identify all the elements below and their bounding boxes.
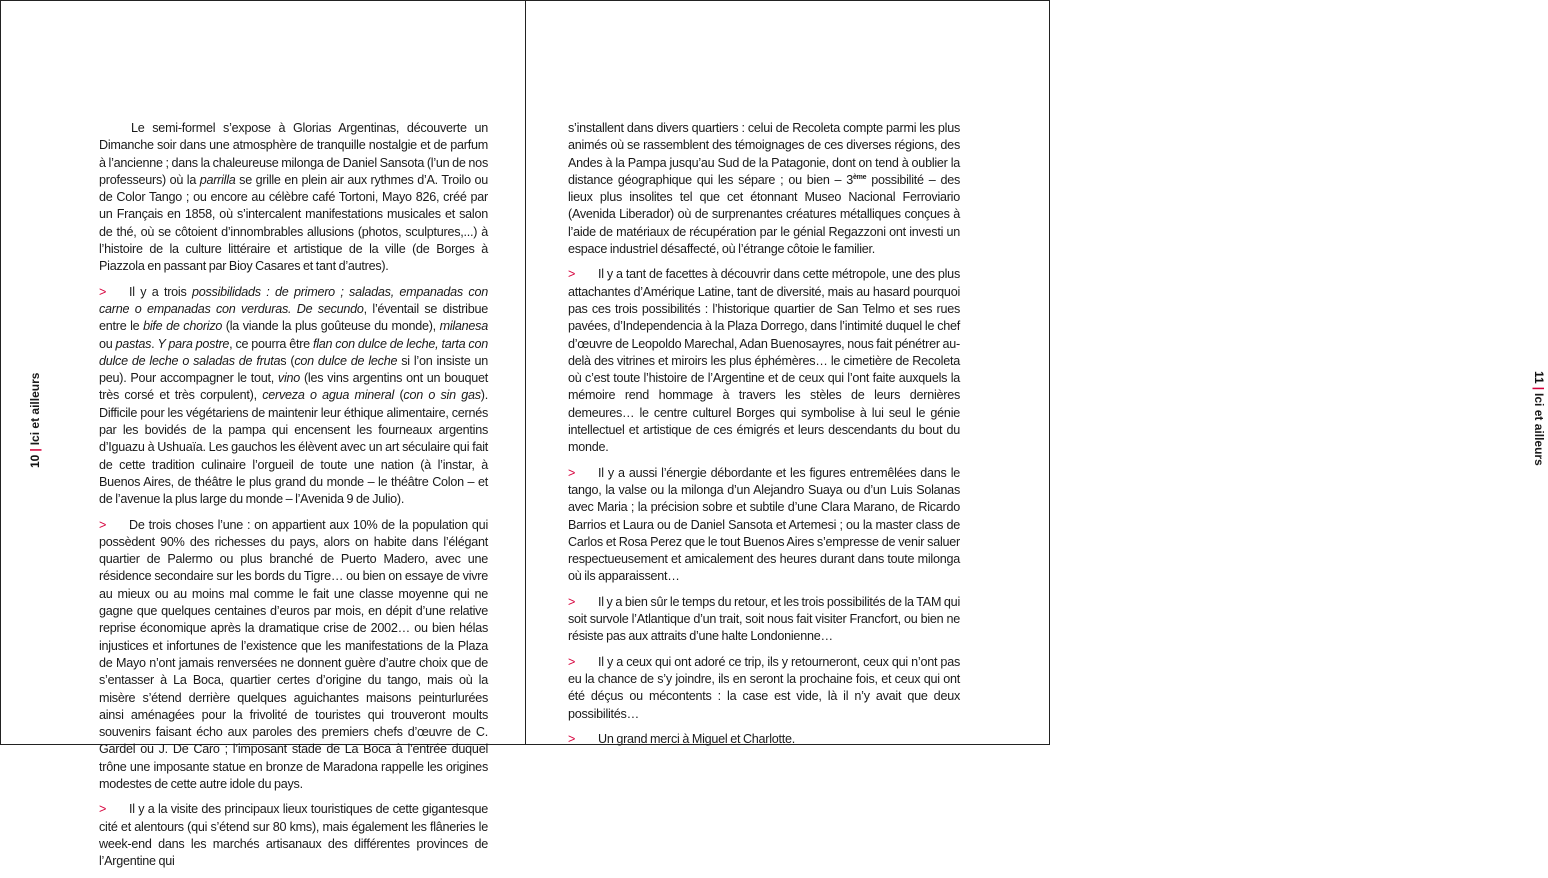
italic-text: Y para postre	[157, 336, 230, 351]
paragraph-marker	[99, 801, 129, 818]
left-text-column	[99, 120, 488, 878]
page-number-right: 11	[1532, 371, 1546, 384]
italic-text: flan con dulce de leche, tarta con dulce de leche o saladas de fruta	[99, 336, 488, 368]
marker-glyph: >	[568, 465, 576, 480]
marker-glyph: >	[568, 654, 576, 669]
running-title-left: Ici et ailleurs	[28, 372, 42, 446]
text: Il y a bien sûr le temps du retour, et les trois possibilités de la TAM qui soit survole l’Atlantique d’un trait, soit nous fait visiter Francfort, ou bien ne résiste pas aux attraits d’une halte Londonienne…	[568, 594, 960, 644]
text: si l’on insiste un peu). Pour accompagner le tout,	[99, 353, 488, 386]
paragraph-4	[568, 594, 960, 646]
italic-text: con o sin gas	[403, 388, 481, 403]
text: .	[151, 336, 158, 351]
marker-glyph: >	[99, 284, 107, 299]
text: Il y a tant de facettes à découvrir dans cette métropole, une des plus attachantes d’Amérique Latine, tant de diversité, mais au hasard pourquoi pas ces trois possibilités : l’historique quartier de San Telmo et ses rues pavées, d’Independencia à la Plaza Dorrego, dans l’intimité duquel le chef d’œuvre de Leopoldo Marechal, Adan Buenosayres, nous fait pénétrer au-delà des vitrines et miroirs les plus éphémères… le cimetière de Recoleta où c’est toute l’histoire de l’Argentine et de ceux qui l’ont faite auxquels la mémoire rend hommage à travers les stèles de leurs dernières demeures… le centre culturel Borges qui symbolise à lui seul le génie intellectuel et artistique de ces émigrés et leurs descendants du bout du monde.	[568, 267, 960, 455]
page-number-left: 10	[28, 454, 42, 468]
italic-text: cerveza o agua mineral	[262, 388, 395, 403]
italic-text: parrilla	[199, 172, 236, 187]
paragraph-marker	[568, 654, 598, 671]
marker-glyph: >	[568, 267, 576, 282]
paragraph-marker	[99, 517, 129, 534]
text: s (	[280, 353, 295, 368]
text: De trois choses l’une : on appartient aux 10% de la population qui possèdent 90% des richesses du pays, alors on habite dans l’élégant quartier de Palermo ou plus branché de Puerto Madero, avec une résidence secondaire sur les bords du Tigre… ou bien on essaye de vivre au mieux ou au moins mal comme le fait une classe moyenne qui ne gagne que quelques centaines d’euros par mois, en dépit d’une relative reprise économique après la dramatique crise de 2002… ou bien hélas injustices et infortunes de l’existence que les manifestations de la Plaza de Mayo n’ont jamais renversées ne donnent guère d’autre choix que de s’entasser à La Boca, quartier certes d’origine du tango, mais où la misère s’étend derrière quelques aguichantes maisons peinturlurées ainsi aménagées pour la frivolité de touristes qui trouveront moults souvenirs faisant écho aux paroles des premiers chefs d’œuvre de C. Gardel ou J. De Caro ; l’imposant stade de La Boca à l’entrée duquel trône une imposante statue en bronze de Maradona rappelle les origines modestes de cette autre idole du pays.	[99, 517, 488, 791]
text: ou	[99, 336, 116, 351]
italic-text: bife de chorizo	[143, 319, 223, 334]
paragraph-marker	[99, 284, 129, 301]
paragraph-marker	[568, 465, 598, 482]
paragraph-3	[99, 517, 488, 794]
text: Il y a la visite des principaux lieux touristiques de cette gigantesque cité et alentours (qui s’étend sur 80 kms), mais également les flâneries le week-end dans les marchés artisanaux des différentes provinces de l’Argentine qui	[99, 802, 488, 869]
paragraph-1	[568, 120, 960, 258]
marker-glyph: >	[99, 517, 107, 532]
superscript: ème	[853, 173, 867, 181]
text: se grille en plein air aux rythmes d’A. Troilo ou de Color Tango ; ou encore au célèbre café Tortoni, Mayo 826, créé par un Français en 1858, où s’intercalent manifestations musicales et salon de thé, où se côtoient d’innombrables allusions (photos, sculptures,...) à l’histoire de la culture littéraire et artistique de la ville (de Borges à Piazzola en passant par Bioy Casares et tant d’autres).	[99, 172, 488, 274]
accent-separator: |	[28, 448, 42, 452]
text: Le semi-formel s’expose à Glorias Argentinas, découverte un Dimanche soir dans une atmosphère de tranquille nostalgie et de parfum à l’ancienne ; dans la chaleureuse milonga de Daniel Sansota (l’un de nos professeurs) où la	[99, 121, 488, 187]
italic-text: con dulce de leche	[294, 353, 398, 368]
left-page	[0, 0, 525, 869]
paragraph-1	[99, 120, 488, 276]
italic-text: milanesa	[439, 319, 488, 334]
text: (la viande la plus goûteuse du monde),	[222, 319, 440, 334]
text: ). Difficile pour les végétariens de maintenir leur éthique alimentaire, cernés par les bovidés de la pampa qui encensent les fourneaux argentins d’Iguazu à Ushuaïa. Les gauchos les élèvent avec un art séculaire qui fait de cette tradition culinaire l’orgueil de toute une nation (à l’instar, à Buenos Aires, de théâtre le plus grand du monde – le théâtre Colon – et de l’avenue la plus large du monde – l’Avenida 9 de Julio).	[99, 388, 488, 507]
text: (les vins argentins ont un bouquet très corsé et très corpulent),	[99, 371, 489, 403]
accent-separator: |	[1532, 386, 1546, 391]
text: Un grand merci à Miguel et Charlotte.	[598, 731, 796, 746]
text: possibilité – des lieux plus insolites tel que cet étonnant Museo Nacional Ferroviario (Avenida Liberador) où de surprenantes créatures métalliques conçues à l’aide de matériaux de récupération par le génial Regazzoni ont investi un espace industriel désaffecté, où l’étrange côtoie le familier.	[568, 172, 961, 257]
text: , l’éventail se distribue entre le	[99, 301, 488, 334]
text: s’installent dans divers quartiers : celui de Recoleta compte parmi les plus animés où se rassemblent des témoignages de ces diverses régions, des Andes à la Pampa jusqu’au Sud de la Patagonie, dont on tend à oublier la distance géographique qui les sépare ; ou bien – 3	[568, 121, 960, 187]
paragraph-5	[568, 654, 960, 723]
paragraph-marker	[568, 731, 598, 748]
italic-text: pastas	[115, 336, 152, 351]
right-page	[525, 0, 1546, 746]
marker-glyph: >	[568, 731, 576, 746]
text: Il y a ceux qui ont adoré ce trip, ils y retourneront, ceux qui n’ont pas eu la chance de s’y joindre, ils en seront la prochaine fois, et ceux qui ont été déçus ou mécontents : la case est vide, là il n’y avait que deux possibilités…	[568, 654, 960, 721]
text: Il y a aussi l’énergie débordante et les figures entremêlées dans le tango, la valse ou la milonga d’un Alejandro Suaya ou d’un Luis Solanas avec Maria ; la précision sobre et subtile d’une Clara Marano, de Ricardo Barrios et Laura ou de Daniel Sansota et Artemesi ; ou la master class de Carlos et Rosa Perez que le tout Buenos Aires s’empresse de venir saluer respectueusement et amicalement des heures durant dans toute milonga où ils apparaissent…	[568, 465, 960, 584]
left-running-header	[26, 328, 44, 468]
marker-glyph: >	[99, 802, 107, 817]
italic-text: vino	[277, 371, 301, 386]
right-running-header	[1530, 371, 1548, 511]
paragraph-3	[568, 465, 960, 586]
text: (	[394, 388, 404, 403]
paragraph-marker	[568, 266, 598, 283]
italic-text: possibilidads : de primero ; saladas, empanadas con carne o empanadas con verduras. De secundo	[99, 284, 488, 316]
paragraph-marker	[568, 594, 598, 611]
paragraph-2	[568, 266, 960, 456]
text: Il y a trois	[129, 284, 192, 299]
text: , ce pourra être	[229, 336, 313, 351]
right-text-column	[568, 120, 960, 756]
marker-glyph: >	[568, 594, 576, 609]
paragraph-2	[99, 284, 488, 509]
paragraph-4	[99, 801, 488, 870]
running-title-right: Ici et ailleurs	[1532, 393, 1546, 466]
paragraph-6	[568, 731, 960, 748]
